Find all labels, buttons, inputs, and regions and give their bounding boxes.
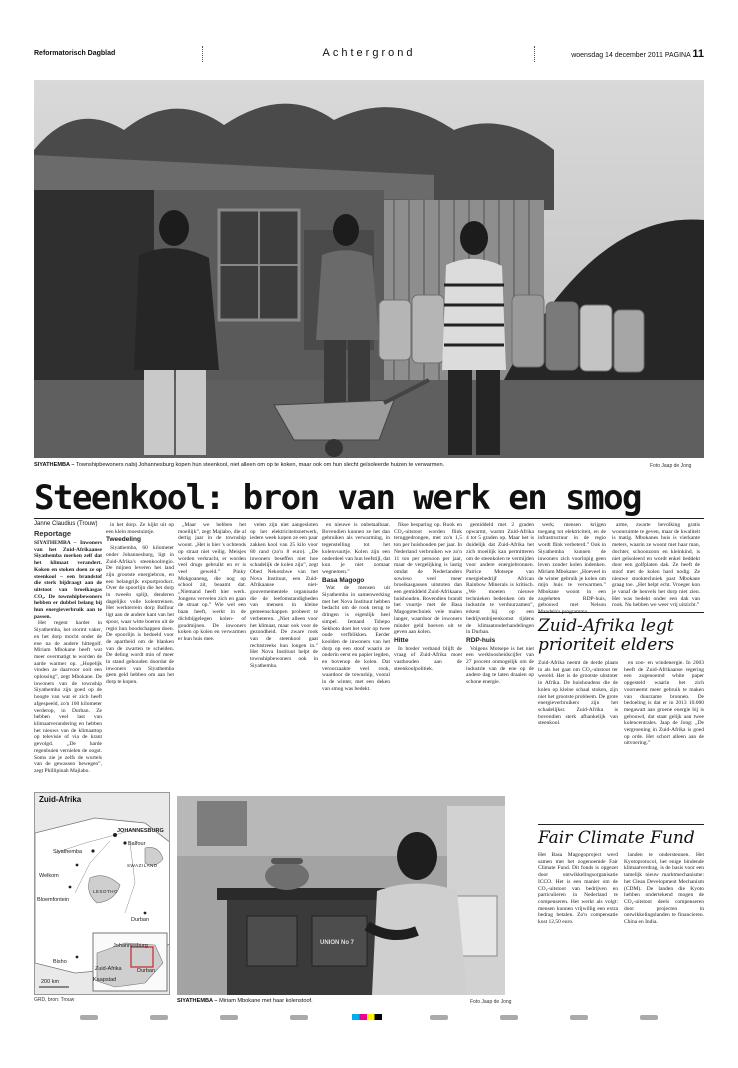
article-column-1: [34, 540, 102, 786]
sidebar-headline-2: Fair Climate Fund: [538, 828, 695, 848]
paper-name: Reformatorisch Dagblad: [34, 50, 116, 57]
main-photo-caption: [34, 462, 594, 469]
byline: Janne Claudius (Trouw): [34, 521, 98, 527]
caption-label: SIYATHEMBA –: [34, 462, 75, 468]
main-photo-credit: Foto Jaap de Jong: [650, 463, 692, 469]
map-label: Balfour: [128, 841, 146, 847]
sidebar-headline-1: Zuid-Afrika legt prioriteit elders: [538, 616, 675, 655]
registration-mark: [570, 1015, 588, 1020]
article-column-7: [466, 522, 534, 786]
map-label: Kaapstad: [93, 977, 117, 983]
stove-photo-caption: [177, 998, 417, 1005]
article-column-9: [612, 522, 700, 612]
sidebar-rule: [538, 824, 704, 825]
color-bar: [352, 1014, 382, 1020]
registration-mark: [430, 1015, 448, 1020]
headline: Steenkool: bron van werk en smog: [34, 478, 642, 518]
caption-text: Townshipbewoners nabij Johannesburg kopen hun steenkool, niet alleen om op te koken, maar ook om hun slecht geïsoleerde huizen te verwarmen.: [75, 462, 445, 468]
article-column-4: [250, 522, 318, 786]
sidebar-paragraph: Het Basa Magogoproject werd samen met het zogenoemde Fair Climate Fund. Dit fonds is opgezet door ontwikkelingsorganisatie ICCO. Het is een manier om de CO₂-uitstoot van bedrijven en particulieren in Nederland te compenseren. Het werkt als volgt: mensen kunnen vrijwillig een extra bedrag betalen. Zo'n compensatie kost 12,50 euro.: [538, 852, 618, 926]
registration-mark: [290, 1015, 308, 1020]
masthead: [34, 44, 704, 66]
registration-mark: [640, 1015, 658, 1020]
sidebar-paragraph: landen te ondersteunen. Het Kyotoprotocol, het enige bindende klimaatverdrag, is de basis voor een tamelijk nieuw marktmechanisme: het Clean Development Mechanism (CDM). De landen die Kyoto hebben ondertekend mogen de CO₂-uitstoot deels compenseren door projecten in ontwikkelingslanden te financieren. China en India.: [624, 852, 704, 926]
article-paragraph: velen zijn niet aangesloten op het elektriciteitsnetwerk, iedere week kopen ze een paar zakken kool van 25 kilo voor 80 rand (zo'n 8 euro). „De inwoners beseffen niet hoe schadelijk de kolen zijn”, zegt Obed Nekotshwe van het Nova Instituut, een Zuid-Afrikaanse niet-gouvernementele organisatie die de leefomstandigheden van mensen in kleine gemeenschappen probeert te verbeteren. „Niet alleen voor het klimaat, maar ook voor de gezondheid. De zware rook van de steenkool gaat rechtstreeks hun longen in.” Het Nova Instituut helpt de townshipbewoners ook in Siyathemba.: [250, 522, 318, 669]
registration-mark: [220, 1015, 238, 1020]
map-label: Zuid-Afrika: [95, 966, 122, 972]
subhead-tweedeling: Tweedeling: [106, 536, 141, 544]
page-number: 11: [692, 48, 704, 60]
stove-illustration: [177, 796, 505, 995]
map-label: Bisho: [53, 959, 67, 965]
sidebar-1-column-1: [538, 660, 618, 780]
sidebar-paragraph: en zon- en windenergie. In 2003 heeft de Zuid-Afrikaanse regering een zogenoemd white paper opgesteld waarin het zich voorneemt meer gebruik te maken van duurzame bronnen. De bedoeling is dat er in 2013 10.000 megawatt aan groene energie bij is gebouwd, dat staat gelijk aan twee kolencentrales. Jaap de Jong: „De vergroening in Zuid-Afrika is goed op orde. Het schort alleen aan de uitvoering.”: [624, 660, 704, 747]
article-paragraph: werk; mensen krijgen toegang tot elektriciteit, en de infrastructuur in de regio wordt flink verbeterd.” Ook in Siyathemba kunnen de inwoners zich voorlopig geen leven zonder kolen indenken. Miriam Mbokane: „Hoeveel in de winter gebruik je kolen om mijn huis te verwarmen.” Mbokane woont in een zogeheten RDP-huis, gebouwd met Nelson Mandela's programma.: [538, 522, 606, 616]
map-credit: GRD, bron: Trouw: [34, 997, 75, 1003]
article-paragraph: arme, zwarte bevolking gratis woonruimte te geven, maar de kwaliteit is matig. Mbokanes huis is vierkante meters, waarin ze woont met haar man, dochter, schoonzoon en kleinkind, is niet geïsoleerd en wordt enkel beddekt door een golfplaten dak. Ze heeft de stoof met de kolen hard nodig. Ze nieuwe stooktechniek past Mbokane graag toe. „Het helpt echt. Vroeger kon je vanaf de heuvels het dorp niet zien. Het was bedekt onder een dak van rook. Nu hebben we weer vrij uitzicht.”: [612, 522, 700, 609]
article-paragraph: In breder verband blijft de vraag of Zuid-Afrika moet vasthouden aan de steenkoolpolitiek.: [394, 645, 462, 672]
subhead-hitte: Hitte: [394, 636, 409, 644]
subhead-basa-magogo: Basa Magogo: [322, 576, 365, 584]
map-south-africa: [34, 792, 170, 995]
registration-mark: [500, 1015, 518, 1020]
caption-text: Miriam Mbokane met haar kolenstoof.: [219, 998, 313, 1004]
sidebar-1-column-2: [624, 660, 704, 780]
date-label: woensdag 14 december 2011 PAGINA: [571, 52, 691, 59]
article-column-2: [106, 522, 174, 786]
map-label: Bloemfontein: [37, 897, 70, 903]
map-label: SWAZILAND: [127, 863, 158, 868]
article-paragraph: Wat de mensen uit Siyathemba in samenwerking met het Nova Instituut hebben bedacht om de rook terug te dringen is eigenlijk heel simpel. Iemand Tshepo Sekhoto doet het voor op twee oude verfblikken. Eerder koolden de inwoners van het dorp op een stoof waarin ze onderin eerst en papier legden, en bovenop de kolen. Dat veroorzaakte veel rook, waardoor de township, vooral in de winter, met een deken van smog was bedekt.: [322, 585, 390, 692]
map-scale: 200 km: [41, 979, 60, 985]
masthead-divider: [534, 46, 535, 62]
sidebar-2-column-1: [538, 852, 618, 997]
rubric: Reportage: [34, 529, 72, 538]
map-label: Durban: [131, 917, 150, 923]
registration-mark: [150, 1015, 168, 1020]
article-column-3: [178, 522, 246, 786]
coal-yard-illustration: [34, 80, 704, 458]
section-title: Achtergrond: [322, 47, 416, 59]
article-paragraph: gemiddeld met 2 graden opwarmt, warmt Zuid-Afrika 4 tot 5 graden op. Maar het is duidelijk dat Zuid-Afrika het zich moeilijk kan permitteren om de steenkolen te vermijden voor andere energiebronnen. Patrice Motsepe van energiebedrijf African Rainbow Minerals is kritisch. „We moeten nieuwe technieken bedenken om de industrie te verduurzamen”, erkent hij op een bedrijvenbijeenkomst tijdens de klimaatonderhandelingen in Durban.: [466, 522, 534, 636]
article-paragraph: „Maar we hebben het moeilijk”, zegt Majiabo, die al dertig jaar in de township woont. „Het is hier 's ochtends op straat niet veilig. Meisjes worden verkracht, er worden veel drugs gebruikt en er is veel geweld.” Pinky Mokgoaneng, die nog op school zit, beaamt dat. „Niemand heeft hier werk. Jongens vervelen zich en gaan de straat op.” Wie wel een baan heeft, werkt in de dichtbijgelegen kolen- of goudmijnen. De inwoners koken op kolen en verwarmen er hun huis mee.: [178, 522, 246, 642]
article-paragraph: in het dorp. Ze kijkt uit op een klein moestuintje.: [106, 522, 174, 535]
map-label: Siyathemba: [53, 849, 83, 855]
stove-photo-credit: Foto Jaap de Jong: [470, 999, 512, 1005]
map-label: Durban: [137, 968, 156, 974]
sidebar-rule: [538, 612, 704, 613]
map-label: Welkom: [39, 873, 59, 879]
map-label: JOHANNESBURG: [117, 828, 164, 834]
map-title: Zuid-Afrika: [39, 795, 82, 804]
article-paragraph: Het regent harder in Siyathemba, het stormt vaker, en het dorp mocht onder de ene na de andere hittegolf. Miriam Mbokane heeft wat meer overmatigt te worden de aarde warmer op. „Hopelijk vinden ze daarvoor ooit een oplossing”, zegt Mbokane. De inwoners van de township Siyathemba zijn goed op de hoogte van wat er zich heeft afgespeeld, zo'n 100 kilometer verderop, in Durban. Ze hebben veel last van klimaatverandering en hebben het nieuws van de klimaattop op televisie of via de krant gevolgd. „De harde regenbuien vernielen de oogst. Soms zie je zelfs de wortels van de gewassen bewegen”, zegt Phillipinah Majiabo.: [34, 620, 102, 774]
sidebar-paragraph: Zuid-Afrika neemt de derde plaats in als het gaat om CO₂-uitstoot ter wereld. Het is de grootste uitstoter in Afrika. De huishoudens die de kolen op kleine schaal stoken, zijn niet het grootste probleem. De grote energieverbruikers zijn het schadelijkst. Zuid-Afrika is bovendien sterk afhankelijk van steenkool.: [538, 660, 618, 727]
registration-mark: [80, 1015, 98, 1020]
date-page: [571, 48, 704, 60]
stove-plate-text: UNION No 7: [320, 940, 355, 946]
headline-rule: [34, 518, 704, 519]
article-column-5: [322, 522, 390, 786]
article-lead: SIYATHEMBA – Inwoners van het Zuid-Afrikaanse Siyathemba merken zelf dat het klimaat verandert. Koken en stoken doen ze op steenkool – een brandstof die sterk bijdraagt aan de uitstoot van broeikasgas CO₂. De townshipbewoners hebben er dubbel belang bij hun energieverbruik aan te passen.: [34, 540, 102, 620]
article-paragraph: Volgens Motsepe is het niet een werkloosheidscijfer van 27 procent onmogelijk om de industrie van de ene op de andere dag te laten draaien op schone energie.: [466, 645, 534, 686]
article-paragraph: en nieuwe is onbetaalbaar. Bovendien kunnen ze het dan gebruiken als verwarming, in tegenstelling tot het kolenvuurtje. Kolen zijn een onderdeel van hun leefstijl, dat kun je niet zomaar wegnemen.”: [322, 522, 390, 575]
article-column-6: [394, 522, 462, 786]
caption-label: SIYATHEMBA –: [177, 998, 218, 1004]
main-photo: [34, 80, 704, 458]
sidebar-2-column-2: [624, 852, 704, 997]
map-label: Johannesburg: [113, 943, 148, 949]
map-label: LESOTHO: [93, 889, 119, 894]
article-paragraph: Siyathemba, 60 kilometer onder Johannesburg, ligt in Zuid-Afrika's steenkoolregio. De mijnen leveren het land zijn grootste energiebron, en een belangrijk exportproduct. Over de spoorlijn die het dorp in tweeën splijt, denderen dagelijks volle kolentreinen. Het werkterrein dorp Balfour ligt aan de andere kant van het spoor, waar witte boeren uit de regio hun boodschappen doen. De spoorlijn is bedoeld voor de apartheid om de blanken van de zwarten te scheiden. De deling wordt min of meer in stand gehouden doordat de inwoners van Siyathemba geen geld hebben om aan het dorp te kopen.: [106, 545, 174, 686]
stove-photo: [177, 796, 505, 995]
subhead-rdp-huis: RDP-huis: [466, 636, 496, 644]
article-paragraph: fikse besparing op. Rook en CO₂-uitstoot worden flink teruggedrongen, met zo'n 1,5 ton per huishouden per jaar. In Nederland verbruiken we zo'n 11 ton per persoon per jaar, maar de vergelijking is lastig omdat de Nederlanders sowieso veel meer broeikasgassen uitstoten dan een gemiddeld Zuid-Afrikaans huishouden. Bovendien brandt het vuurtje met de Basa Magogotechniek vele malen langer, waardoor de inwoners minder geld hoeven uit te geven aan kolen.: [394, 522, 462, 636]
